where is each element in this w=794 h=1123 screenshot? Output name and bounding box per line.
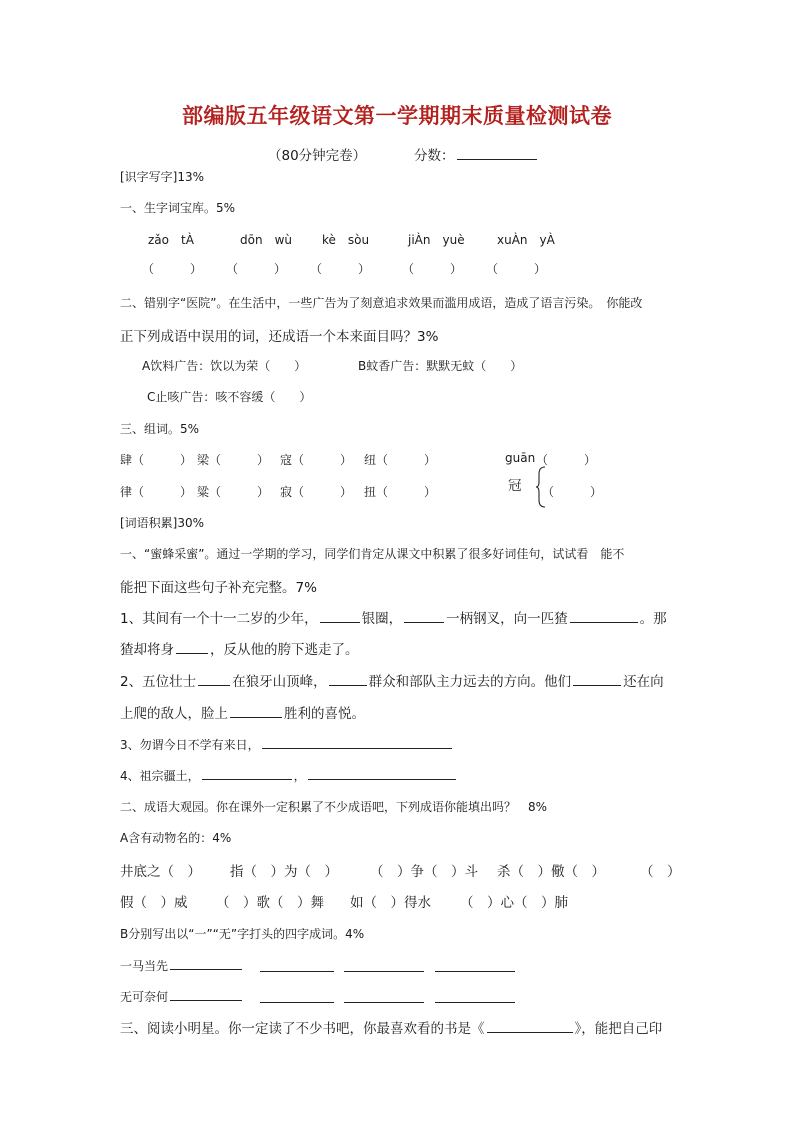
fill-blank[interactable] — [404, 609, 444, 624]
word-item[interactable]: （ ） — [542, 485, 603, 499]
word-item[interactable]: 律（ ） — [120, 485, 193, 499]
page-title: 部编版五年级语文第一学期期末质量检测试卷 — [182, 103, 612, 128]
word-item[interactable]: 梁（ ） — [197, 453, 270, 467]
answer-paren[interactable]: （ ） — [142, 262, 203, 276]
idiom-part-b-title: B分别写出以“一”“无”字打头的四字成词。4% — [120, 927, 365, 941]
idiom-part-a-title: A含有动物名的：4% — [120, 831, 232, 845]
idiom-item[interactable]: （ ） — [640, 864, 681, 880]
fill-blank[interactable] — [344, 959, 424, 972]
idiom-item[interactable]: 井底之（ ） — [120, 864, 201, 880]
fill-blank[interactable] — [230, 704, 282, 719]
fill-blank[interactable] — [260, 990, 334, 1003]
book-title-blank[interactable] — [487, 1019, 573, 1034]
pinyin-5: xuÀn yÀ — [497, 233, 555, 247]
word-item[interactable]: 肆（ ） — [120, 453, 193, 467]
word-item[interactable]: 粱（ ） — [197, 485, 270, 499]
idiom-row-yi: 一马当先 — [120, 957, 244, 974]
answer-paren[interactable]: （ ） — [402, 262, 463, 276]
time-note: （80分钟完卷） — [268, 148, 367, 164]
question-2-line-1: 二、错别字“医院”。在生活中，一些广告为了刻意追求效果而滥用成语，造成了语言污染。 你能改 — [120, 296, 643, 310]
word-item[interactable]: 寇（ ） — [280, 453, 353, 467]
sentence-4: 4、祖宗疆土， ， — [120, 767, 458, 784]
fill-blank[interactable] — [260, 959, 334, 972]
section-header-vocabulary: [词语积累]30% — [120, 516, 205, 530]
idiom-item[interactable]: 杀（ ）儆（ ） — [497, 864, 605, 880]
word-item[interactable]: 扭（ ） — [364, 485, 437, 499]
ad-item-a: A饮料广告：饮以为荣（ ） — [142, 359, 307, 373]
fill-blank[interactable] — [170, 957, 242, 970]
guan-character: 冠 — [508, 478, 522, 494]
idiom-item[interactable]: （ ）争（ ）斗 — [370, 864, 478, 880]
fill-blank[interactable] — [202, 767, 292, 780]
pinyin-1: zǎo tÀ — [148, 233, 194, 247]
fill-blank[interactable] — [570, 609, 638, 624]
question-2-line-2: 正下列成语中误用的词，还成语一个本来面目吗？3% — [120, 329, 439, 345]
fill-blank[interactable] — [329, 672, 367, 687]
sentence-2-continued: 上爬的敌人，脸上 胜利的喜悦。 — [120, 702, 365, 722]
sentence-question-line-1: 一、“蜜蜂采蜜”。通过一学期的学习，同学们肯定从课文中积累了很多好词佳句，试试看 能不 — [120, 547, 625, 561]
sentence-1: 1、其间有一个十一二岁的少年， 银圈， 一柄钢叉，向一匹猹 。那 — [120, 607, 667, 627]
section-header-literacy: [识字写字]13% — [120, 170, 205, 184]
fill-blank[interactable] — [170, 988, 242, 1001]
guan-pinyin: guān — [505, 451, 536, 465]
sentence-question-line-2: 能把下面这些句子补充完整。7% — [120, 580, 317, 596]
brace-icon — [536, 466, 546, 508]
idiom-question-title: 二、成语大观园。你在课外一定积累了不少成语吧，下列成语你能填出吗？ 8% — [120, 800, 548, 814]
fill-blank[interactable] — [308, 767, 456, 780]
idiom-row-wu: 无可奈何 — [120, 988, 244, 1005]
answer-paren[interactable]: （ ） — [310, 262, 371, 276]
reading-question: 三、阅读小明星。你一定读了不少书吧，你最喜欢看的书是《 》，能把自己印 — [120, 1017, 662, 1037]
idiom-item[interactable]: 指（ ）为（ ） — [230, 864, 338, 880]
sentence-1-continued: 猹却将身 ，反从他的胯下逃走了。 — [120, 638, 359, 658]
score-blank[interactable] — [457, 146, 537, 161]
ad-item-b: B蚊香广告：默默无蚊（ ） — [358, 359, 523, 373]
word-item[interactable]: （ ） — [536, 453, 597, 467]
pinyin-2: dōn wù — [240, 233, 292, 247]
question-1-title: 一、生字词宝库。5% — [120, 201, 236, 215]
word-item[interactable]: 纽（ ） — [364, 453, 437, 467]
idiom-item[interactable]: （ ）歌（ ）舞 — [216, 895, 324, 911]
fill-blank[interactable] — [435, 959, 515, 972]
pinyin-4: jiÀn yuè — [408, 233, 465, 247]
fill-blank[interactable] — [320, 609, 360, 624]
fill-blank[interactable] — [176, 640, 208, 655]
answer-paren[interactable]: （ ） — [226, 262, 287, 276]
idiom-item[interactable]: 如（ ）得水 — [350, 895, 431, 911]
fill-blank[interactable] — [435, 990, 515, 1003]
idiom-item[interactable]: （ ）心（ ）肺 — [460, 895, 568, 911]
fill-blank[interactable] — [262, 736, 452, 749]
word-item[interactable]: 寂（ ） — [280, 485, 353, 499]
pinyin-3: kè sòu — [322, 233, 370, 247]
score-label: 分数： — [414, 144, 539, 164]
fill-blank[interactable] — [344, 990, 424, 1003]
sentence-3: 3、勿谓今日不学有来日， — [120, 736, 454, 753]
fill-blank[interactable] — [198, 672, 230, 687]
sentence-2: 2、五位壮士 在狼牙山顶峰， 群众和部队主力远去的方向。他们 还在向 — [120, 670, 664, 690]
ad-item-c: C止咳广告：咳不容缓（ ） — [147, 390, 312, 404]
question-3-title: 三、组词。5% — [120, 422, 200, 436]
answer-paren[interactable]: （ ） — [486, 262, 547, 276]
fill-blank[interactable] — [573, 672, 621, 687]
idiom-item[interactable]: 假（ ）威 — [120, 895, 188, 911]
